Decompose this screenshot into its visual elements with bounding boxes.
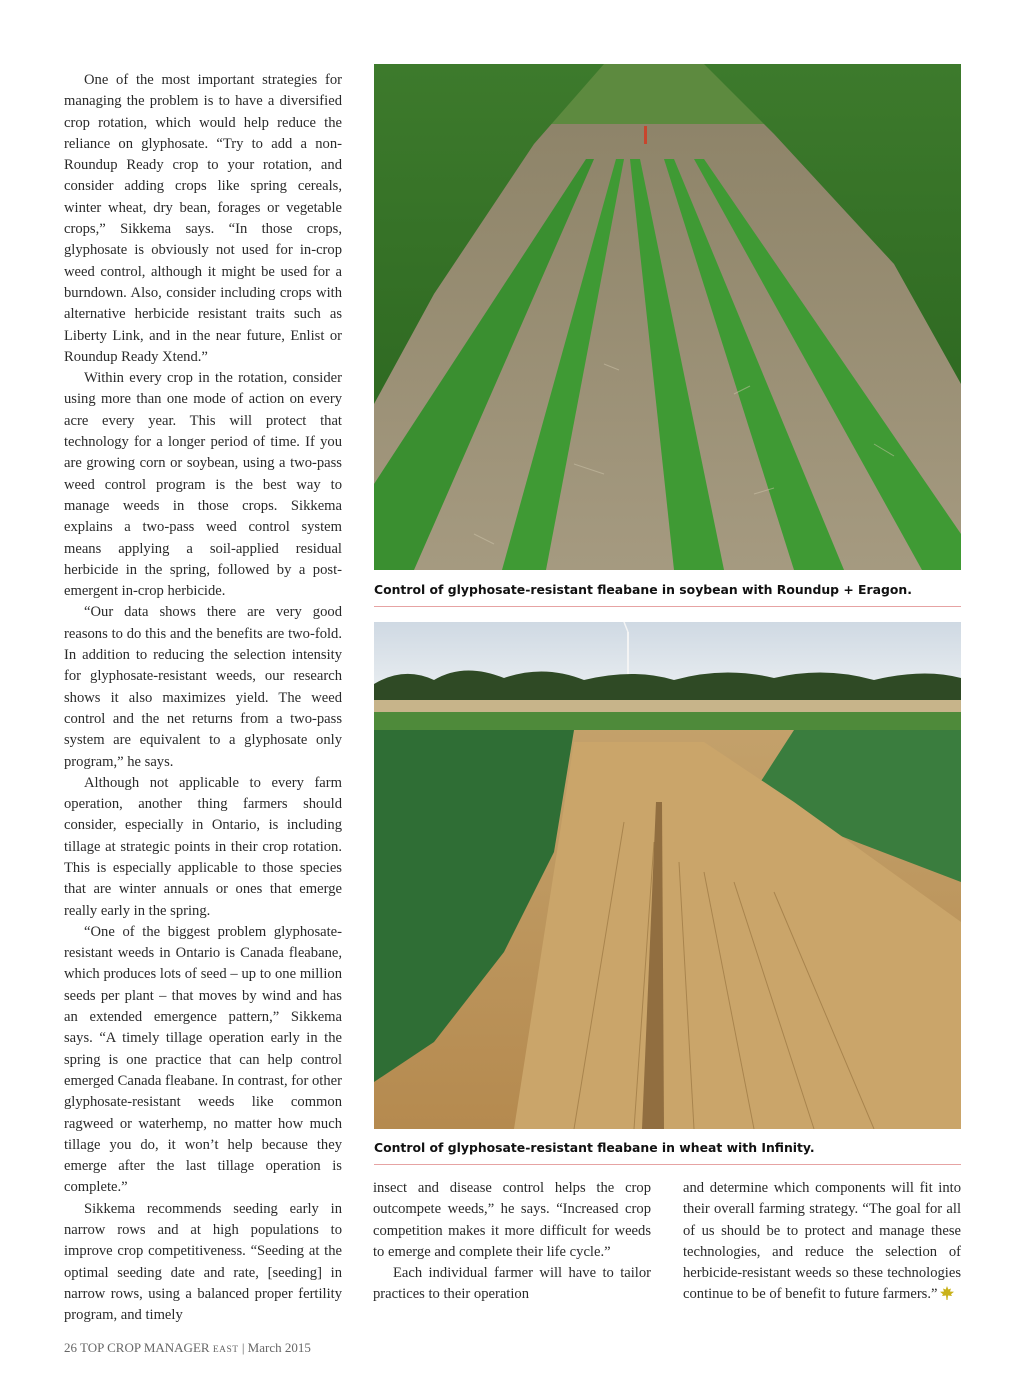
magazine-edition: EAST — [212, 1345, 239, 1355]
soybean-field-photo — [374, 64, 961, 570]
maple-leaf-icon — [939, 1285, 955, 1301]
page-footer — [64, 1340, 311, 1356]
paragraph — [683, 1178, 961, 1306]
text-column-left — [64, 70, 342, 1327]
paragraph: “One of the biggest problem glyphosate-resistant weeds in Ontario is Canada fleabane, which produces lots of seed – up to one million seeds per plant – that moves by wind and has an extended emergence pattern,” Sikkema says. “A timely tillage operation early in the spring is one practice that can help control emerged Canada fleabane. In contrast, for other glyphosate-resistant weeds like common ragweed or waterhemp, no matter how much tillage you do, it won’t help because they emerge after the last tillage operation is complete.” — [64, 923, 342, 1196]
paragraph: insect and disease control helps the crop outcompete weeds,” he says. “Increased crop competition makes it more difficult for weeds to emerge and complete their life cycle.” — [373, 1180, 651, 1260]
photo-caption-soybean: Control of glyphosate-resistant fleabane in soybean with Roundup + Eragon. — [374, 582, 961, 607]
text-column-right — [683, 1178, 961, 1306]
paragraph: Sikkema recommends seeding early in narrow rows and at high populations to improve crop competitiveness. “Seeding at the optimal seeding date and rate, [seeding] in narrow rows, using a balanced proper fertility program, and timely — [64, 1200, 342, 1324]
magazine-name: TOP CROP MANAGER — [80, 1340, 210, 1355]
paragraph: Within every crop in the rotation, consider using more than one mode of action on every acre every year. This will protect that technology for a longer period of time. If you are growing corn or soybean, using a two-pass weed control program is the best way to manage weeds in those crops. Sikkema explains a two-pass weed control system means applying a soil-applied residual herbicide in the spring, followed by a post-emergent in-crop herbicide. — [64, 370, 342, 600]
paragraph-text: and determine which components will fit into their overall farming strategy. “The goal for all of us should be to protect and manage these technologies, and reduce the selection of herbicide-resistant weeds so these technologies continue to be of benefit to future farmers.” — [683, 1180, 961, 1303]
paragraph: One of the most important strategies for managing the problem is to have a diversified crop rotation, which would help reduce the reliance on glyphosate. “Try to add a non-Roundup Ready crop to your rotation, and consider adding crops like spring cereals, winter wheat, dry bean, forages or vegetable crops,” Sikkema says. “In those crops, glyphosate is obviously not used for in-crop weed control, although it might be used for a burndown. Also, consider including crops with alternative herbicide resistant traits such as Liberty Link, and in the near future, Enlist or Roundup Ready Xtend.” — [64, 72, 342, 365]
footer-separator: | — [241, 1340, 245, 1355]
issue-date: March 2015 — [247, 1340, 311, 1355]
paragraph: Each individual farmer will have to tailor practices to their operation — [373, 1265, 651, 1303]
page-number: 26 — [64, 1340, 77, 1355]
soybean-field-illustration — [374, 64, 961, 570]
paragraph: Although not applicable to every farm operation, another thing farmers should consider, especially in Ontario, is including tillage at strategic points in their crop rotation. This is especially applicable to those species that are winter annuals or ones that emerge really early in the spring. — [64, 774, 342, 919]
wheat-field-illustration — [374, 622, 961, 1129]
photo-caption-wheat: Control of glyphosate-resistant fleabane in wheat with Infinity. — [374, 1140, 961, 1165]
wheat-field-photo — [374, 622, 961, 1129]
paragraph: “Our data shows there are very good reasons to do this and the benefits are two-fold. In addition to reducing the selection intensity for glyphosate-resistant weeds, our research shows it also maximizes yield. The weed control and the net returns from a two-pass system are equivalent to a glyphosate only program,” he says. — [64, 604, 342, 770]
text-column-middle — [373, 1178, 651, 1306]
